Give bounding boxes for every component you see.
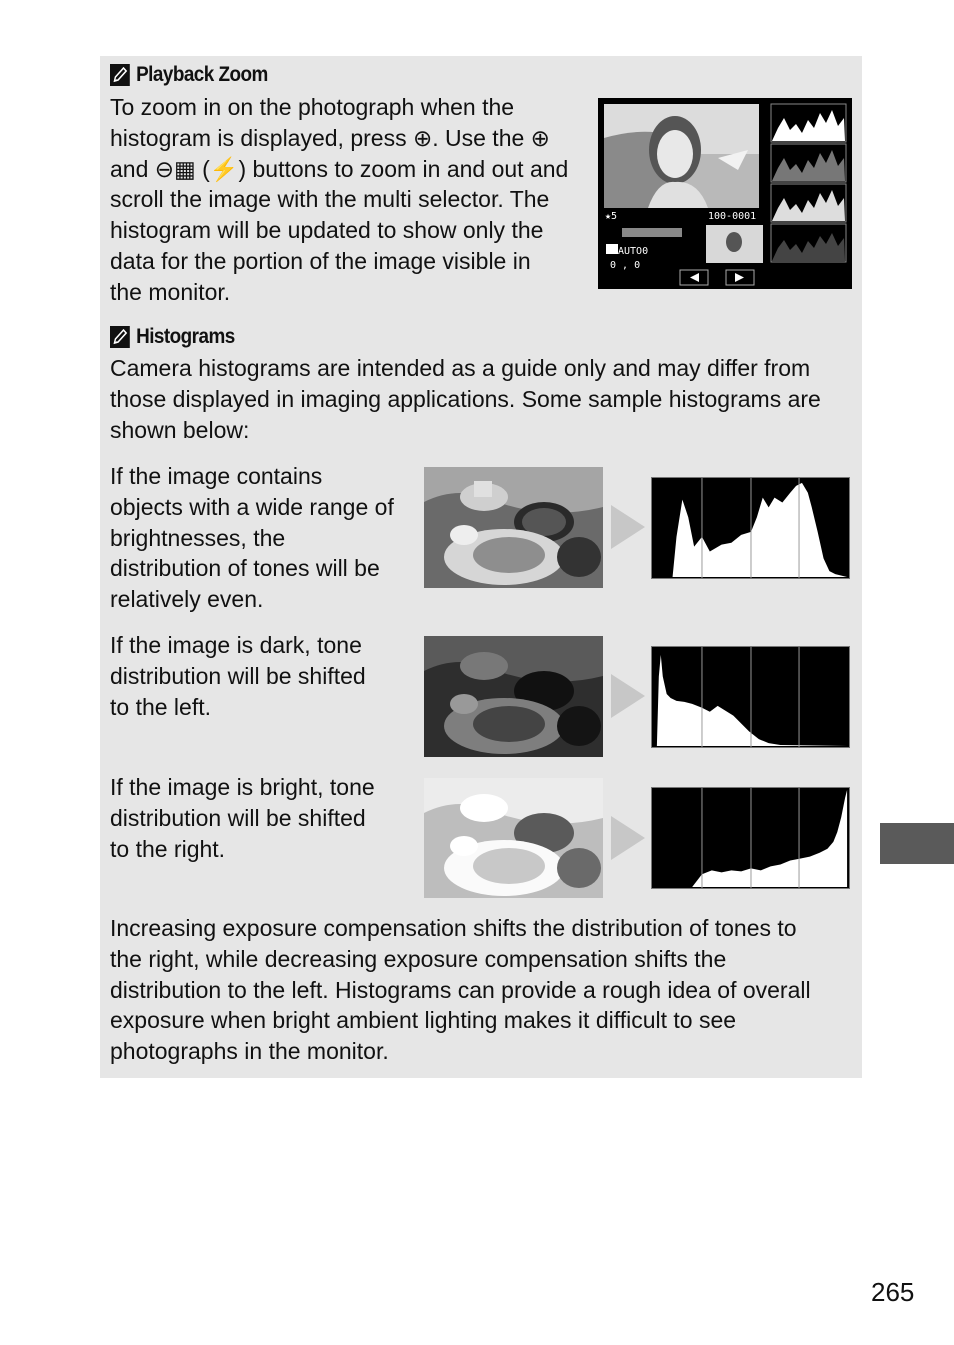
histograms-intro: Camera histograms are intended as a guide only and may differ from those displayed in imaging applications. Some sample histograms are shown below: <box>110 355 821 443</box>
pencil-note-icon <box>110 64 130 86</box>
right-arrow-icon <box>611 674 645 718</box>
histograms-closing: Increasing exposure compensation shifts the distribution of tones to the right, while decreasing exposure compensation shifts the distribution to the left. Histograms can provide a rough idea of overall exposure when bright ambient lighting makes it difficult to see photographs in the monitor. <box>110 915 811 1065</box>
playback-zoom-body: To zoom in on the photograph when the histogram is displayed, press ⊕. Use the ⊕ and ⊖▦ (⚡) buttons to zoom in and out and scroll the image with the multi selector. The histogram will be updated to show only the data for the portion of the image visible in the monitor. <box>110 94 569 305</box>
camera-monitor <box>598 98 852 289</box>
svg-text:0 , 0: 0 , 0 <box>610 260 641 271</box>
section-tab <box>880 823 954 864</box>
histograms-heading: Histograms <box>110 325 235 349</box>
page-number: 265 <box>871 1277 915 1307</box>
histogram-bright <box>651 787 850 889</box>
pencil-note-icon <box>110 326 130 348</box>
sample-photo-even <box>424 467 603 588</box>
example-text-bright: If the image is bright, tone distribution will be shifted to the right. <box>110 774 375 862</box>
example-text-dark: If the image is dark, tone distribution will be shifted to the left. <box>110 632 366 720</box>
example-text-even: If the image contains objects with a wide range of brightnesses, the distribution of tones will be relatively even. <box>110 463 394 613</box>
sample-photo-bright <box>424 778 603 898</box>
right-arrow-icon <box>611 816 645 860</box>
sample-photo-dark <box>424 636 603 757</box>
histogram-even <box>651 477 850 579</box>
playback-zoom-heading: Playback Zoom <box>110 63 268 87</box>
svg-text:100-0001: 100-0001 <box>708 211 757 222</box>
histogram-dark <box>651 646 850 748</box>
svg-text:★5: ★5 <box>605 211 618 222</box>
svg-text:AUTO0: AUTO0 <box>618 246 649 257</box>
right-arrow-icon <box>611 505 645 549</box>
